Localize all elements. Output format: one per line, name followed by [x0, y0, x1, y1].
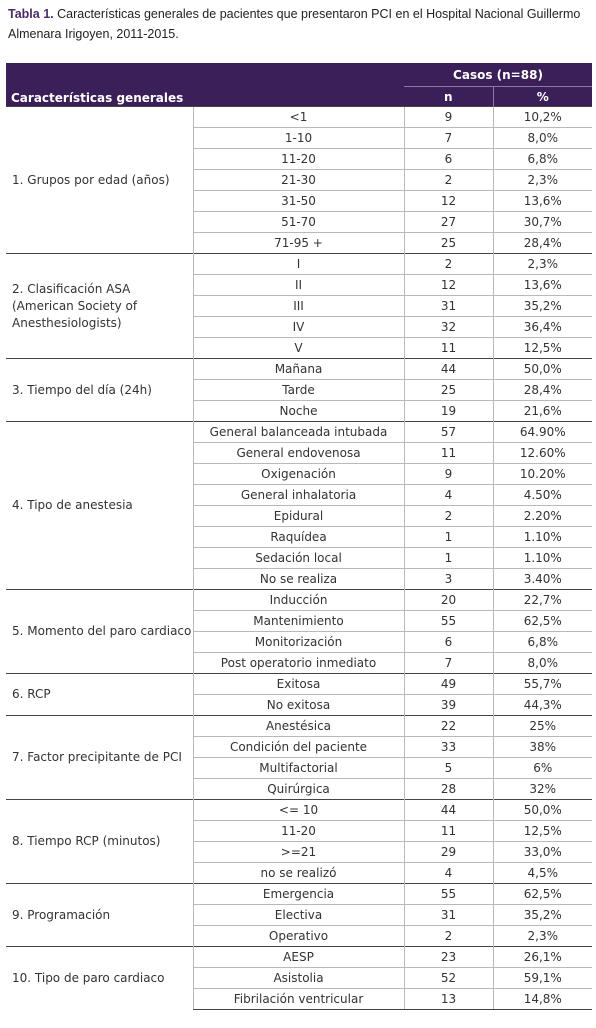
subcategory-cell: Raquídea	[193, 527, 404, 548]
subcategory-cell: Post operatorio inmediato	[193, 653, 404, 674]
count-cell: 22	[404, 716, 493, 737]
group-label: 6. RCP	[6, 674, 193, 716]
subcategory-cell: II	[193, 275, 404, 296]
count-cell: 12	[404, 275, 493, 296]
percent-cell: 13,6%	[493, 191, 592, 212]
count-cell: 11	[404, 821, 493, 842]
subcategory-cell: Multifactorial	[193, 758, 404, 779]
percent-cell: 36,4%	[493, 317, 592, 338]
subcategory-cell: Quirúrgica	[193, 779, 404, 800]
count-cell: 25	[404, 380, 493, 401]
percent-cell: 28,4%	[493, 233, 592, 254]
count-cell: 49	[404, 674, 493, 695]
subcategory-cell: Emergencia	[193, 884, 404, 905]
count-cell: 44	[404, 800, 493, 821]
subcategory-cell: III	[193, 296, 404, 317]
subcategory-cell: I	[193, 254, 404, 275]
count-cell: 52	[404, 968, 493, 989]
subcategory-cell: Exitosa	[193, 674, 404, 695]
count-cell: 20	[404, 590, 493, 611]
subcategory-cell: <= 10	[193, 800, 404, 821]
count-cell: 57	[404, 422, 493, 443]
subcategory-cell: Asistolia	[193, 968, 404, 989]
count-cell: 11	[404, 338, 493, 359]
count-cell: 55	[404, 884, 493, 905]
count-cell: 11	[404, 443, 493, 464]
table-row	[6, 947, 592, 968]
count-cell: 2	[404, 170, 493, 191]
subcategory-cell: <1	[193, 107, 404, 128]
percent-cell: 1.10%	[493, 527, 592, 548]
subcategory-cell: General endovenosa	[193, 443, 404, 464]
header-pct: %	[493, 87, 592, 107]
percent-cell: 35,2%	[493, 905, 592, 926]
group-label: 8. Tiempo RCP (minutos)	[6, 800, 193, 884]
percent-cell: 13,6%	[493, 275, 592, 296]
percent-cell: 21,6%	[493, 401, 592, 422]
percent-cell: 35,2%	[493, 296, 592, 317]
count-cell: 25	[404, 233, 493, 254]
subcategory-cell: Anestésica	[193, 716, 404, 737]
count-cell: 3	[404, 569, 493, 590]
count-cell: 4	[404, 863, 493, 884]
percent-cell: 2.20%	[493, 506, 592, 527]
percent-cell: 33,0%	[493, 842, 592, 863]
subcategory-cell: Electiva	[193, 905, 404, 926]
count-cell: 39	[404, 695, 493, 716]
subcategory-cell: General balanceada intubada	[193, 422, 404, 443]
group-label: 9. Programación	[6, 884, 193, 947]
percent-cell: 6,8%	[493, 632, 592, 653]
subcategory-cell: Mañana	[193, 359, 404, 380]
percent-cell: 30,7%	[493, 212, 592, 233]
subcategory-cell: Inducción	[193, 590, 404, 611]
subcategory-cell: Sedación local	[193, 548, 404, 569]
header-n: n	[404, 87, 493, 107]
percent-cell: 38%	[493, 737, 592, 758]
count-cell: 12	[404, 191, 493, 212]
group-label: 1. Grupos por edad (años)	[6, 107, 193, 254]
percent-cell: 1.10%	[493, 548, 592, 569]
subcategory-cell: no se realizó	[193, 863, 404, 884]
percent-cell: 62,5%	[493, 611, 592, 632]
subcategory-cell: 51-70	[193, 212, 404, 233]
percent-cell: 2,3%	[493, 254, 592, 275]
characteristics-table	[6, 63, 592, 1010]
percent-cell: 26,1%	[493, 947, 592, 968]
percent-cell: 8,0%	[493, 653, 592, 674]
subcategory-cell: Mantenimiento	[193, 611, 404, 632]
count-cell: 19	[404, 401, 493, 422]
caption-text: Características generales de pacientes que presentaron PCI en el Hospital Nacional Guillermo Almenara Irigoyen, 2011-2015.	[8, 7, 581, 41]
count-cell: 9	[404, 107, 493, 128]
count-cell: 2	[404, 506, 493, 527]
percent-cell: 55,7%	[493, 674, 592, 695]
percent-cell: 64.90%	[493, 422, 592, 443]
percent-cell: 12,5%	[493, 338, 592, 359]
percent-cell: 14,8%	[493, 989, 592, 1010]
group-label: 7. Factor precipitante de PCI	[6, 716, 193, 800]
count-cell: 31	[404, 296, 493, 317]
percent-cell: 6,8%	[493, 149, 592, 170]
percent-cell: 22,7%	[493, 590, 592, 611]
table-row	[6, 359, 592, 380]
count-cell: 55	[404, 611, 493, 632]
table-header	[6, 63, 592, 107]
subcategory-cell: General inhalatoria	[193, 485, 404, 506]
count-cell: 33	[404, 737, 493, 758]
subcategory-cell: Condición del paciente	[193, 737, 404, 758]
table-row	[6, 422, 592, 443]
count-cell: 13	[404, 989, 493, 1010]
count-cell: 6	[404, 149, 493, 170]
subcategory-cell: Fibrilación ventricular	[193, 989, 404, 1010]
header-cases: Casos (n=88)	[404, 63, 592, 87]
table-row	[6, 884, 592, 905]
count-cell: 9	[404, 464, 493, 485]
subcategory-cell: No se realiza	[193, 569, 404, 590]
count-cell: 27	[404, 212, 493, 233]
table-row	[6, 800, 592, 821]
percent-cell: 10.20%	[493, 464, 592, 485]
count-cell: 1	[404, 527, 493, 548]
count-cell: 28	[404, 779, 493, 800]
header-characteristics: Características generales	[6, 63, 404, 107]
count-cell: 6	[404, 632, 493, 653]
percent-cell: 25%	[493, 716, 592, 737]
group-label: 2. Clasificación ASA (American Society of Anesthesiologists)	[6, 254, 193, 359]
table-caption	[8, 4, 592, 44]
subcategory-cell: V	[193, 338, 404, 359]
percent-cell: 12.60%	[493, 443, 592, 464]
group-label: 3. Tiempo del día (24h)	[6, 359, 193, 422]
percent-cell: 28,4%	[493, 380, 592, 401]
subcategory-cell: 71-95 +	[193, 233, 404, 254]
count-cell: 7	[404, 128, 493, 149]
subcategory-cell: 31-50	[193, 191, 404, 212]
subcategory-cell: 1-10	[193, 128, 404, 149]
subcategory-cell: 11-20	[193, 149, 404, 170]
table-row	[6, 254, 592, 275]
subcategory-cell: >=21	[193, 842, 404, 863]
percent-cell: 59,1%	[493, 968, 592, 989]
subcategory-cell: Oxigenación	[193, 464, 404, 485]
count-cell: 2	[404, 254, 493, 275]
percent-cell: 8,0%	[493, 128, 592, 149]
count-cell: 7	[404, 653, 493, 674]
count-cell: 23	[404, 947, 493, 968]
percent-cell: 10,2%	[493, 107, 592, 128]
subcategory-cell: 21-30	[193, 170, 404, 191]
percent-cell: 2,3%	[493, 170, 592, 191]
percent-cell: 6%	[493, 758, 592, 779]
subcategory-cell: AESP	[193, 947, 404, 968]
table-body	[6, 107, 592, 1010]
table-row	[6, 590, 592, 611]
percent-cell: 12,5%	[493, 821, 592, 842]
count-cell: 1	[404, 548, 493, 569]
count-cell: 5	[404, 758, 493, 779]
percent-cell: 50,0%	[493, 800, 592, 821]
group-label: 4. Tipo de anestesia	[6, 422, 193, 590]
percent-cell: 62,5%	[493, 884, 592, 905]
count-cell: 29	[404, 842, 493, 863]
subcategory-cell: Epidural	[193, 506, 404, 527]
count-cell: 44	[404, 359, 493, 380]
percent-cell: 44,3%	[493, 695, 592, 716]
subcategory-cell: No exitosa	[193, 695, 404, 716]
subcategory-cell: IV	[193, 317, 404, 338]
percent-cell: 50,0%	[493, 359, 592, 380]
group-label: 5. Momento del paro cardiaco	[6, 590, 193, 674]
subcategory-cell: Operativo	[193, 926, 404, 947]
subcategory-cell: Tarde	[193, 380, 404, 401]
percent-cell: 4,5%	[493, 863, 592, 884]
group-label: 10. Tipo de paro cardiaco	[6, 947, 193, 1010]
table-row	[6, 674, 592, 695]
table-row	[6, 716, 592, 737]
caption-label: Tabla 1.	[8, 7, 54, 21]
count-cell: 32	[404, 317, 493, 338]
table-row	[6, 107, 592, 128]
subcategory-cell: 11-20	[193, 821, 404, 842]
percent-cell: 3.40%	[493, 569, 592, 590]
count-cell: 31	[404, 905, 493, 926]
percent-cell: 2,3%	[493, 926, 592, 947]
subcategory-cell: Noche	[193, 401, 404, 422]
count-cell: 2	[404, 926, 493, 947]
percent-cell: 32%	[493, 779, 592, 800]
percent-cell: 4.50%	[493, 485, 592, 506]
count-cell: 4	[404, 485, 493, 506]
subcategory-cell: Monitorización	[193, 632, 404, 653]
